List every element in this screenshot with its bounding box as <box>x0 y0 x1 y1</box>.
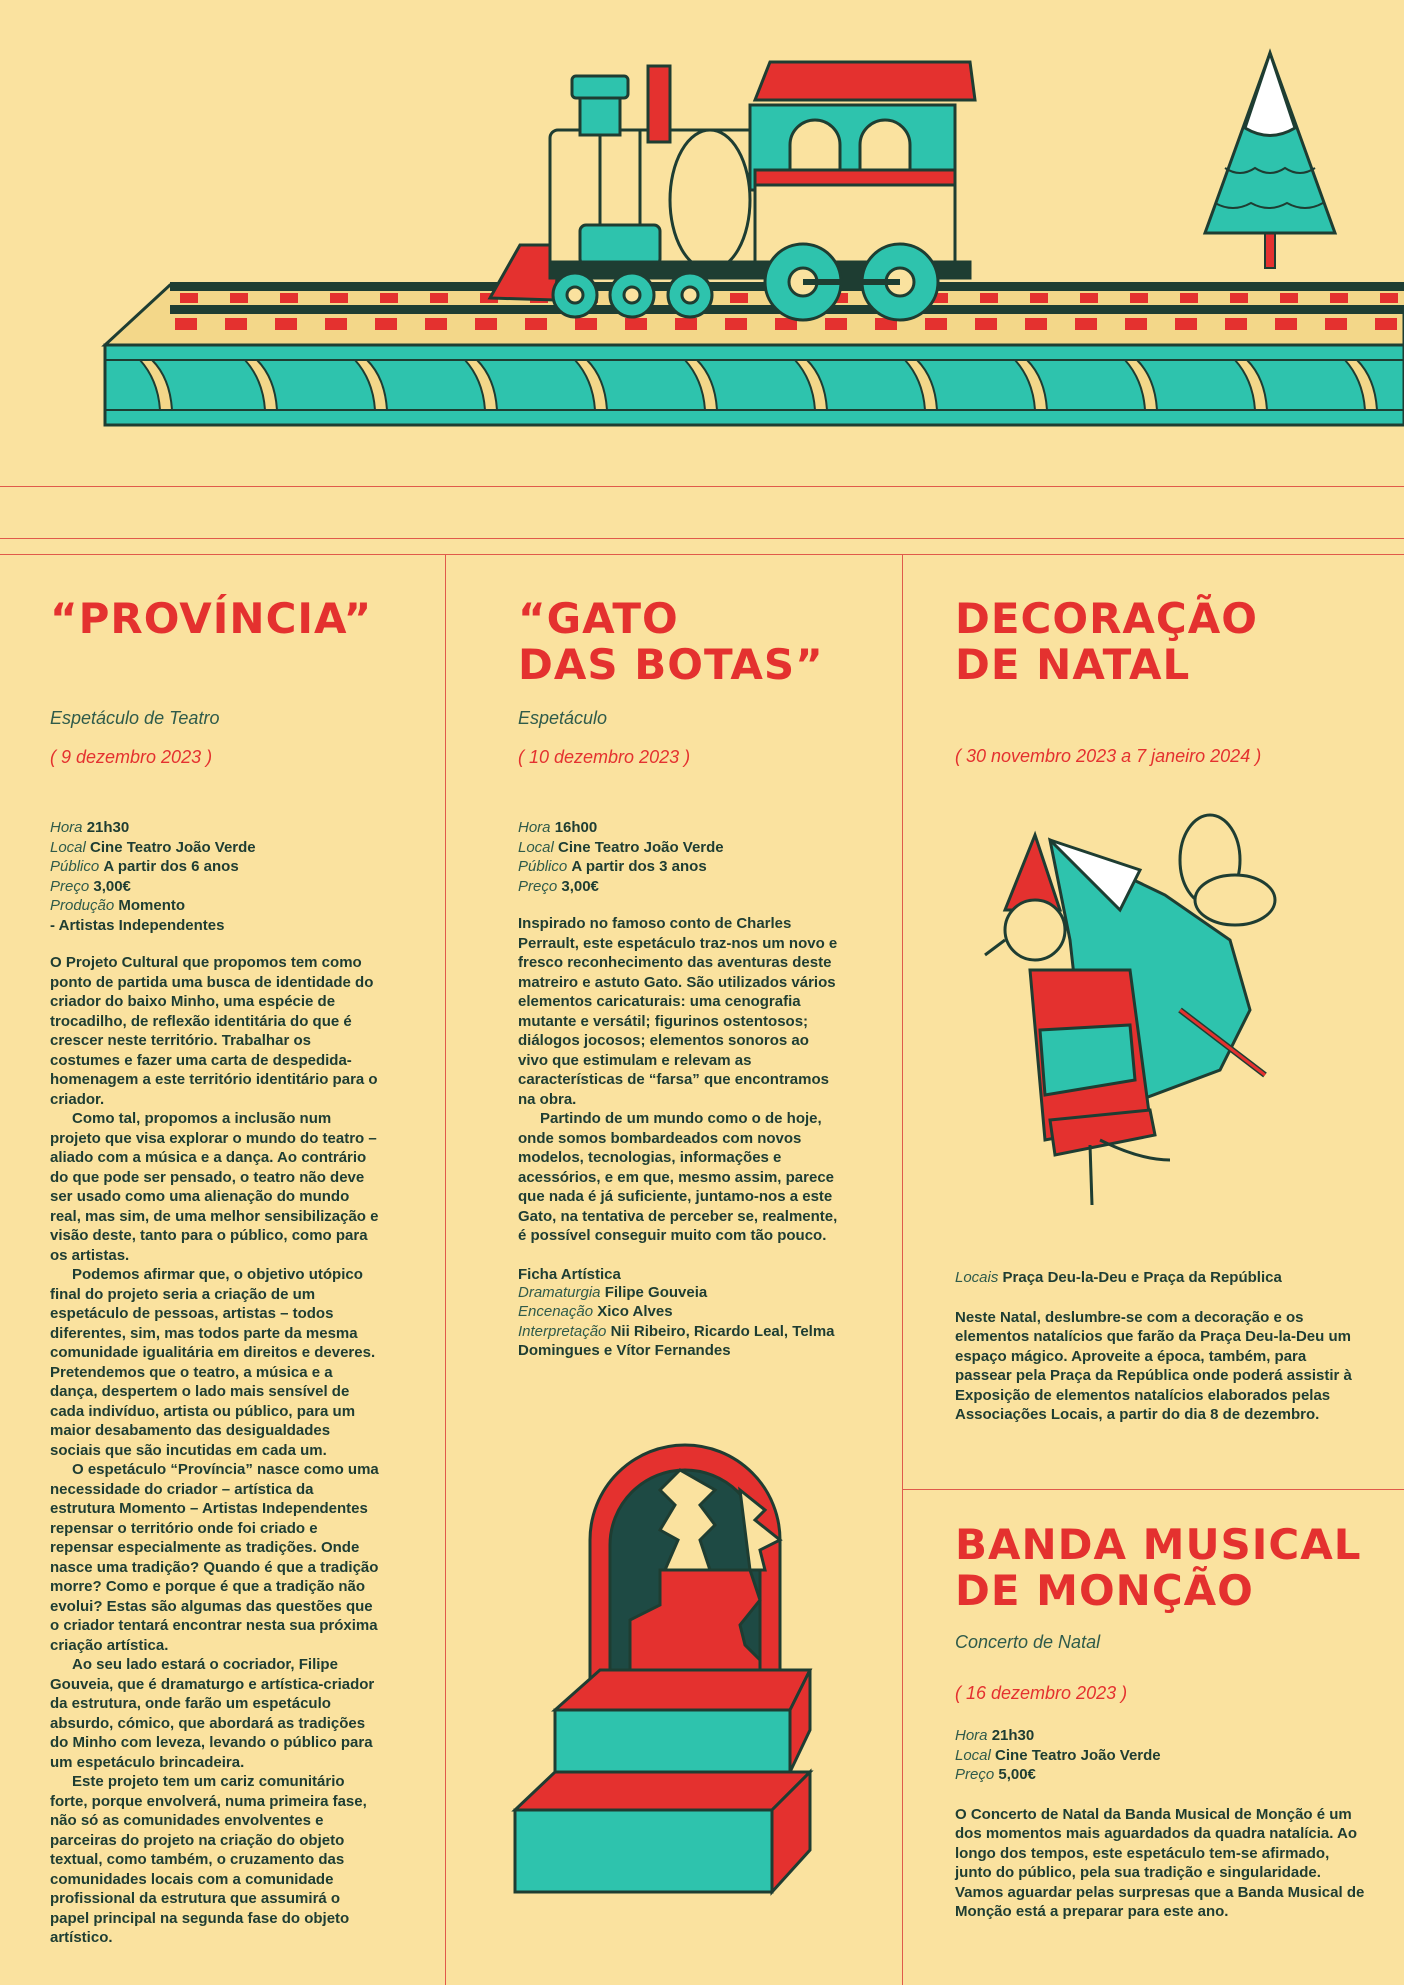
gato-column <box>518 596 843 1361</box>
gato-info <box>518 818 843 896</box>
decoracao-paragraph: Neste Natal, deslumbre-se com a decoração e os elementos natalícios que farão da Praça Deu-la-Deu um espaço mágico. Aproveite a época, também, para passear pela Praça da República onde poderá assistir à Exposição de elementos natalícios elaborados pelas Associações Locais, a partir do dia 8 de dezembro. <box>955 1308 1352 1423</box>
banda-date: ( 16 dezembro 2023 ) <box>955 1683 1128 1703</box>
title-line: DECORAÇÃO <box>955 594 1258 643</box>
info-key: Produção <box>50 897 115 914</box>
paragraph: O Projeto Cultural que propomos tem como ponto de partida uma busca de identidade do criador do baixo Minho, uma espécie de trocadilho, de reflexão identitária do que é crescer neste território. Trabalhar os costumes e fazer uma carta de despedida-homenagem a este território identitário para o criador. <box>50 954 378 1108</box>
gato-date: ( 10 dezembro 2023 ) <box>518 747 691 767</box>
christmas-tree-icon <box>1195 48 1345 278</box>
info-value: Cine Teatro João Verde <box>90 838 256 856</box>
info-value: A partir dos 6 anos <box>103 858 239 875</box>
info-key: Hora <box>518 819 551 836</box>
ficha-key: Encenação <box>518 1303 594 1320</box>
separator-line-3 <box>0 554 1404 555</box>
info-key: Hora <box>50 819 83 836</box>
ficha-heading: Ficha Artística <box>518 1265 621 1283</box>
paragraph: Como tal, propomos a inclusão num projeto que visa explorar o mundo do teatro – aliado com a música e a dança. Ao contrário do que pode ser pensado, o teatro não deve ser usado como uma alienação do mundo real, mas sim, de uma melhor sensibilização e visão deste, tanto para o público, como para os artistas. <box>50 1110 379 1264</box>
ficha-key: Dramaturgia <box>518 1283 601 1301</box>
provincia-body <box>50 953 380 1948</box>
fireplace-boot-illustration <box>510 1430 850 1950</box>
info-value-extra: - Artistas Independentes <box>50 916 225 934</box>
separator-line-right <box>903 1489 1404 1490</box>
banda-info <box>955 1726 1365 1785</box>
info-key: Locais <box>955 1269 999 1286</box>
info-value: 5,00€ <box>998 1766 1036 1783</box>
gato-title <box>518 596 843 688</box>
info-value: 16h00 <box>554 819 598 836</box>
paragraph: Partindo de um mundo como o de hoje, onde somos bombardeados com novos modelos, tecnologias, informações e acessórios, e em que, mesmo assim, parece que nada é já suficiente, juntamo-nos a este Gato, na tentativa de perceber se, realmente, é possível conseguir muito com tão pouco. <box>518 1110 838 1244</box>
info-value: Praça Deu-la-Deu e Praça da República <box>1002 1269 1282 1286</box>
banda-paragraph: O Concerto de Natal da Banda Musical de Monção é um dos momentos mais aguardados da quadra natalícia. Ao longo dos tempos, este espetáculo tem-se afirmado, junto do público, pela sua tradição e singularidade. Vamos aguardar pelas surpresas que a Banda Musical de Monção está a preparar para este ano. <box>955 1805 1365 1920</box>
column-divider-1 <box>445 555 446 1985</box>
decoracao-locais <box>955 1268 1365 1288</box>
ficha-value: Xico Alves <box>597 1303 673 1320</box>
info-key: Público <box>50 858 100 875</box>
decoracao-date: ( 30 novembro 2023 a 7 janeiro 2024 ) <box>955 746 1262 766</box>
separator-line-2 <box>0 538 1404 539</box>
info-key: Local <box>50 838 86 856</box>
separator-line-1 <box>0 486 1404 487</box>
info-value: 21h30 <box>991 1727 1035 1744</box>
decoracao-title <box>955 596 1365 688</box>
info-key: Local <box>955 1746 991 1764</box>
banda-column <box>955 1522 1365 1922</box>
paragraph: O espetáculo “Província” nasce como uma necessidade do criador – artística da estrutura Momento – Artistas Independentes repensar o território onde foi criado e repensar especialmente as tradições. Onde nasce uma tradição? Quando é que a tradição morre? Como e porque é que a tradição não evolui? Estas são algumas das questões que o criador tentará encontrar nesta sua próxima criação artística. <box>50 1461 379 1654</box>
ficha-value: Nii Ribeiro, Ricardo Leal, Telma Domingues e Vítor Fernandes <box>518 1322 835 1359</box>
info-value: Cine Teatro João Verde <box>995 1746 1161 1764</box>
info-key: Preço <box>518 877 558 895</box>
title-line: “GATO <box>518 594 679 643</box>
paragraph: Este projeto tem um cariz comunitário forte, porque envolverá, numa primeira fase, não só as comunidades envolventes e parceiras do projeto na criação do objeto textual, como também, o cruzamento das comunidades locais com a comunidade profissional da estrutura que assumirá o papel principal na segunda fase do objeto artístico. <box>50 1773 367 1946</box>
provincia-title: “PROVÍNCIA” <box>50 594 373 643</box>
info-value: 3,00€ <box>561 877 599 895</box>
gato-body <box>518 914 843 1246</box>
provincia-date: ( 9 dezembro 2023 ) <box>50 747 213 767</box>
info-key: Hora <box>955 1727 988 1744</box>
paragraph: Podemos afirmar que, o objetivo utópico final do projeto seria a criação de um espetáculo de pessoas, artistas – todos diferentes, sim, mas todos parte da mesma comunidade igualitária em direitos e deveres. Pretendemos que o teatro, a música e a dança, despertem o lado mais sensível de cada indivíduo, artista ou público, para um maior desabamento das desigualdades sociais que são incutidas em cada um. <box>50 1266 376 1459</box>
train-illustration <box>0 0 1404 470</box>
ficha-value: Filipe Gouveia <box>604 1283 708 1301</box>
info-key: Preço <box>50 877 90 895</box>
title-line: DAS BOTAS” <box>518 640 824 689</box>
column-divider-2 <box>902 555 903 1985</box>
title-line: BANDA MUSICAL <box>955 1520 1362 1569</box>
ficha-list <box>518 1283 843 1361</box>
title-line: DE NATAL <box>955 640 1191 689</box>
banda-title <box>955 1522 1365 1614</box>
info-value: Momento <box>118 897 186 914</box>
paragraph: Inspirado no famoso conto de Charles Perrault, este espetáculo traz-nos um novo e fresco reconhecimento das aventuras deste matreiro e astuto Gato. São utilizados vários elementos caricaturais: uma cenografia mutante e versátil; figurinos ostentosos; diálogos jocosos; elementos sonoros ao vivo que estimulam e relevam as características de “farsa” que encontramos na obra. <box>518 915 838 1108</box>
paragraph: Ao seu lado estará o cocriador, Filipe Gouveia, que é dramaturgo e artística-criador da estrutura, onde farão um espetáculo absurdo, cómico, que abordará as tradições do Minho com leveza, levando o público para um espetáculo brincadeira. <box>50 1656 375 1771</box>
banda-subtitle: Concerto de Natal <box>955 1632 1101 1652</box>
info-key: Preço <box>955 1766 995 1783</box>
info-value: Cine Teatro João Verde <box>558 838 724 856</box>
info-key: Público <box>518 858 568 875</box>
decoracao-details <box>955 1268 1365 1425</box>
info-value: 3,00€ <box>93 877 131 895</box>
provincia-info <box>50 818 380 935</box>
provincia-column <box>50 596 380 1948</box>
info-value: A partir dos 3 anos <box>571 858 707 875</box>
decoracao-column <box>955 596 1365 767</box>
ficha-key: Interpretação <box>518 1322 607 1340</box>
info-key: Local <box>518 838 554 856</box>
elf-carrying-tree-illustration <box>980 810 1280 1210</box>
provincia-subtitle: Espetáculo de Teatro <box>50 708 220 728</box>
title-line: DE MONÇÃO <box>955 1566 1254 1615</box>
gato-subtitle: Espetáculo <box>518 708 608 728</box>
info-value: 21h30 <box>86 819 130 836</box>
